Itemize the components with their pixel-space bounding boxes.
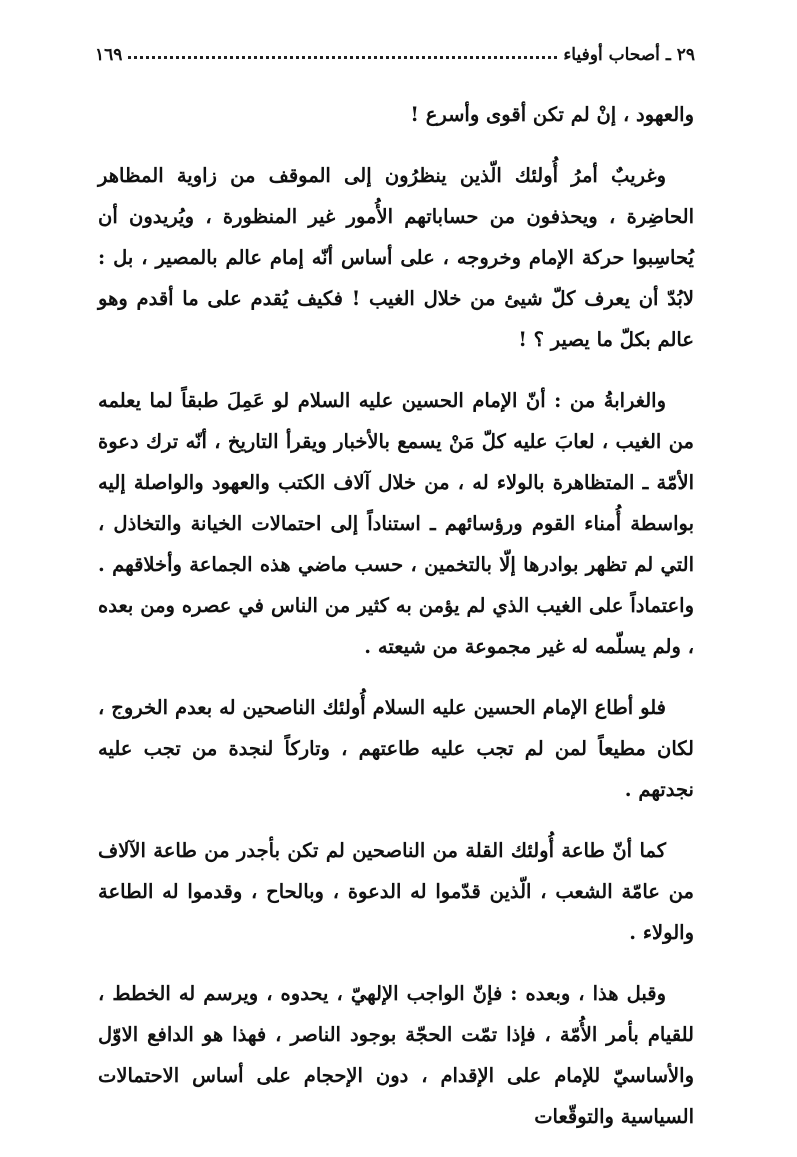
paragraph: فلو أطاع الإمام الحسين عليه السلام أُولئك الناصحين له بعدم الخروج ، لكان مطيعاً لمن لم تجب عليه طاعتهم ، وتاركاً لنجدة من تجب عليه نجدتهم .: [98, 696, 694, 801]
paragraph: كما أنّ طاعة أُولئك القلة من الناصحين لم تكن بأجدر من طاعة الآلاف من عامّة الشعب ، الّذين قدّموا له الدعوة ، وبالحاح ، وقدموا له الطاعة والولاء .: [98, 839, 694, 944]
running-title: ٢٩ ـ أصحاب أوفياء: [563, 45, 695, 65]
page-number: ١٦٩: [95, 45, 123, 65]
paragraph: وقبل هذا ، وبعده : فإنّ الواجب الإلهيّ ، يحدوه ، ويرسم له الخطط ، للقيام بأمر الأُمّة ، فإذا تمّت الحجّة بوجود الناصر ، فهذا هو الدافع الاوّل والأساسيّ للإمام على الإقدام ، دون الإحجام على أساس الاحتمالات السياسية والتوقّعات: [98, 982, 694, 1128]
header-dot-leader: [128, 56, 557, 59]
paragraph: وغريبٌ أمرُ أُولئك الّذين ينظرُون إلى الموقف من زاوية المظاهر الحاضِرة ، ويحذفون من حساباتهم الأُمور غير المنظورة ، ويُريدون أن يُحاسِبوا حركة الإمام وخروجه ، على أساس أنّه إمام عالم بالمصير ، بل : لابُدّ أن يعرف كلّ شيئ من خلال الغيب ! فكيف يُقدم على ما أقدم وهو عالم بكلّ ما يصير ؟ !: [98, 164, 694, 351]
paragraph: والغرابةُ من : أنّ الإمام الحسين عليه السلام لو عَمِلَ طبقاً لما يعلمه من الغيب ، لعابَ عليه كلّ مَنْ يسمع بالأخبار ويقرأ التاريخ ، أنّه ترك دعوة الأمّة ـ المتظاهرة بالولاء له ، من خلال آلاف الكتب والعهود والواصلة إليه بواسطة أُمناء القوم ورؤسائهم ـ استناداً إلى احتمالات الخيانة والتخاذل ، التي لم تظهر بوادرها إلّا بالتخمين ، حسب ماضي هذه الجماعة وأخلاقهم . واعتماداً على الغيب الذي لم يؤمن به كثير من الناس في عصره ومن بعده ، ولم يسلّمه له غير مجموعة من شيعته .: [98, 389, 694, 658]
page-header: [95, 34, 695, 64]
body-text: [98, 94, 694, 1157]
paragraph: والعهود ، إنْ لم تكن أقوى وأسرع !: [410, 103, 694, 126]
